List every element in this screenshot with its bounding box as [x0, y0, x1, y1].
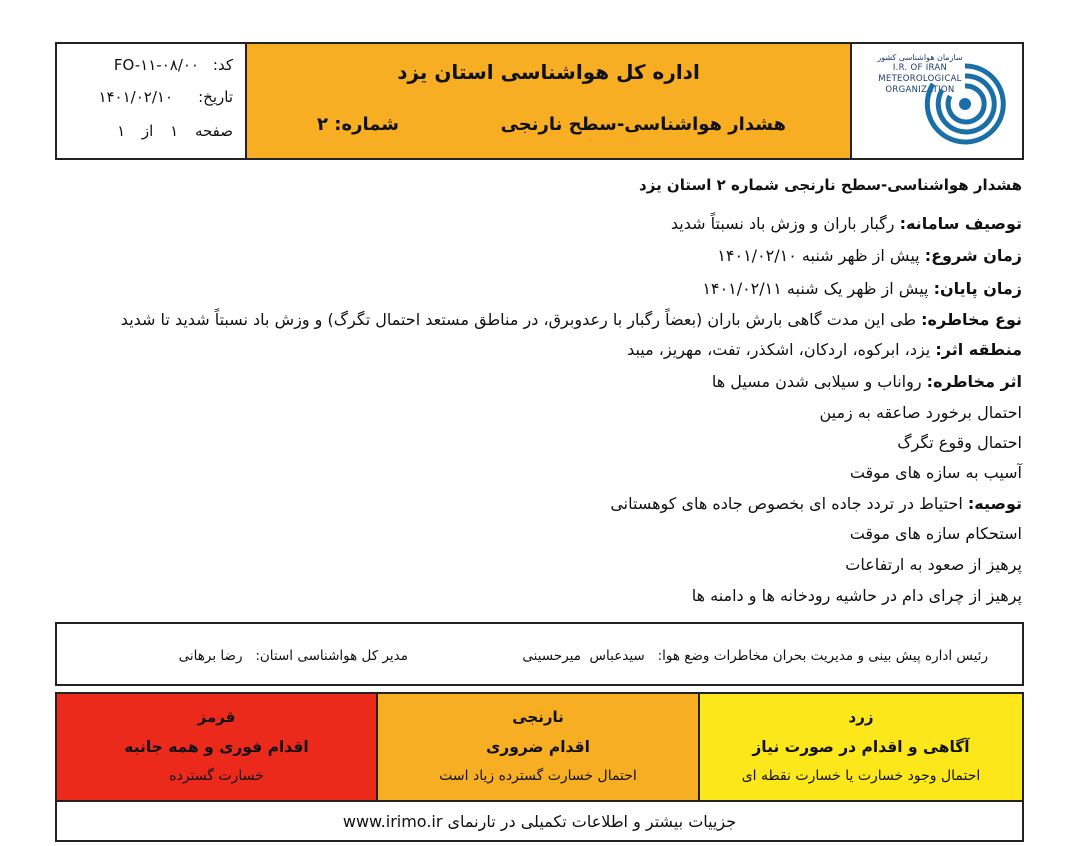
org-title: اداره کل هواشناسی استان یزد	[397, 60, 700, 84]
legend-orange-title: نارنجی	[512, 708, 564, 726]
date-value: ۱۴۰۱/۰۲/۱۰	[98, 88, 173, 106]
body-heading: هشدار هواشناسی-سطح نارنجی شماره ۲ استان یزد	[639, 176, 1022, 194]
legend-orange-action: اقدام ضروری	[486, 738, 590, 756]
date-label: تاریخ:	[198, 88, 233, 106]
advice-item: پرهیز از چرای دام در حاشیه رودخانه ها و دامنه ها	[691, 586, 1022, 605]
signature-box	[55, 622, 1024, 686]
hazard-type-line: نوع مخاطره: طی این مدت گاهی بارش باران (بعضاً رگبار با رعدوبرق، در مناطق مستعد احتمال تگرگ) و وزش باد نسبتاً شدید تا شدید	[120, 310, 1022, 329]
document-meta	[57, 44, 245, 158]
director-signature: مدیر کل هواشناسی استان: رضا برهانی	[178, 648, 408, 664]
area-line: منطقه اثر: یزد، ابرکوه، اردکان، اشکذر، تفت، مهریز، میبد	[627, 340, 1022, 359]
warning-title: هشدار هواشناسی-سطح نارنجی	[500, 114, 786, 135]
code-label: کد:	[212, 56, 233, 74]
legend-orange	[376, 694, 700, 800]
advice-line: توصیه: احتیاط در تردد جاده ای بخصوص جاده های کوهستانی	[610, 494, 1022, 513]
effect-item: احتمال وقوع تگرگ	[897, 433, 1022, 452]
advice-item: استحکام سازه های موقت	[849, 524, 1022, 543]
system-line: توصیف سامانه: رگبار باران و وزش باد نسبتاً شدید	[670, 214, 1022, 233]
logo-text: سازمان هواشناسی کشور I.R. OF IRAN METEOROLOGICAL ORGANIZATION	[877, 53, 963, 95]
legend-red	[57, 694, 376, 800]
warning-number: شماره: ۲	[317, 114, 399, 135]
end-line: زمان پایان: پیش از ظهر یک شنبه ۱۴۰۱/۰۲/۱۱	[702, 279, 1022, 298]
legend-yellow	[700, 694, 1022, 800]
effect-line: اثر مخاطره: رواناب و سیلابی شدن مسیل ها	[711, 372, 1022, 391]
irimo-logo-icon	[920, 54, 1010, 154]
effect-item: احتمال برخورد صاعقه به زمین	[819, 403, 1022, 422]
legend-yellow-title: زرد	[848, 708, 874, 726]
warning-level-legend	[55, 692, 1024, 842]
legend-yellow-desc: احتمال وجود خسارت یا خسارت نقطه ای	[741, 768, 981, 784]
footer-text: جزییات بیشتر و اطلاعات تکمیلی در تارنمای	[447, 812, 737, 831]
header-title-block	[245, 44, 852, 158]
advice-item: پرهیز از صعود به ارتفاعات	[845, 555, 1022, 574]
legend-red-title: قرمز	[197, 708, 236, 726]
footer	[57, 800, 1022, 842]
code-value: FO-۱۱-۰۸/۰۰	[113, 56, 199, 74]
legend-yellow-action: آگاهی و اقدام در صورت نیاز	[752, 738, 970, 756]
effect-item: آسیب به سازه های موقت	[849, 463, 1022, 482]
logo	[852, 44, 1022, 158]
legend-orange-desc: احتمال خسارت گسترده زیاد است	[439, 768, 637, 784]
legend-red-action: اقدام فوری و همه جانبه	[124, 738, 309, 756]
page-text: صفحه ۱ از ۱	[117, 122, 233, 140]
start-line: زمان شروع: پیش از ظهر شنبه ۱۴۰۱/۰۲/۱۰	[717, 246, 1022, 265]
footer-link[interactable]: www.irimo.ir	[342, 812, 443, 831]
forecast-head-signature: رئیس اداره پیش بینی و مدیریت بحران مخاطرات وضع هوا: سیدعباس میرحسینی	[522, 648, 988, 664]
legend-red-desc: خسارت گسترده	[169, 768, 264, 784]
